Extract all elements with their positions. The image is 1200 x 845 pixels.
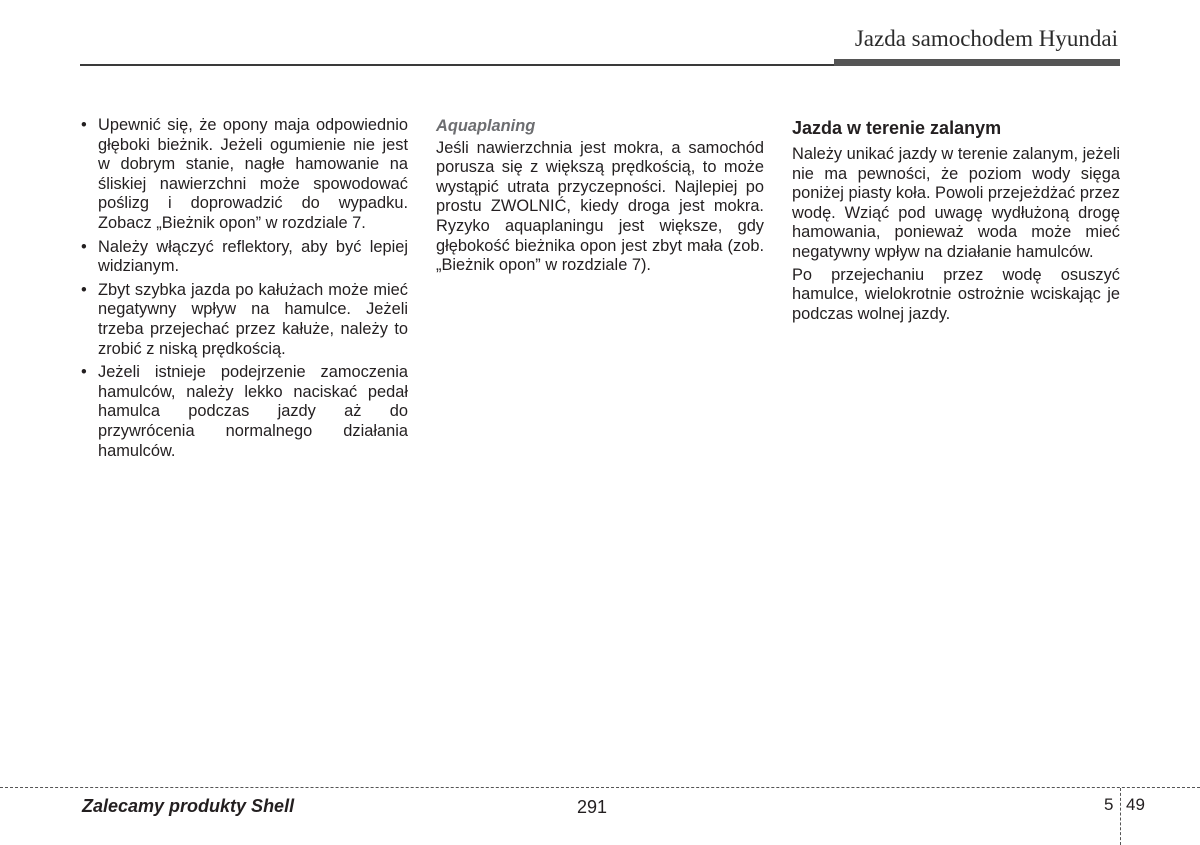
tips-bullet-list (78, 116, 408, 461)
list-item (78, 238, 408, 277)
running-header-title: Jazda samochodem Hyundai (854, 26, 1118, 51)
list-item (78, 116, 408, 234)
list-item-text: Upewnić się, że opony maja odpowiednio głęboki bieżnik. Jeżeli ogumienie nie jest w dobrym stanie, nagłe hamowanie na śliskiej nawierzchni może spowodować poślizg i doprowadzić do wypadku. Zobacz „Bieżnik opon” w rozdziale 7. (98, 116, 408, 232)
footer-divider (1120, 788, 1121, 845)
list-item-text: Zbyt szybka jazda po kałużach może mieć negatywny wpływ na hamulce. Jeżeli trzeba przejechać przez kałuże, należy to zrobić z niską prędkością. (98, 280, 408, 358)
aquaplaning-paragraph: Jeśli nawierzchnia jest mokra, a samochód porusza się z większą prędkością, to może wystąpić utrata przyczepności. Najlepiej po prostu ZWOLNIĆ, kiedy droga jest mokra. Ryzyko aquaplaningu jest większe, gdy głębokość bieżnika opon jest zbyt mała (zob. „Bieżnik opon” w rozdziale 7). (436, 138, 764, 275)
list-item-text: Jeżeli istnieje podejrzenie zamoczenia hamulców, należy lekko naciskać pedał hamulca podczas jazdy aż do przywrócenia normalnego działania hamulców. (98, 363, 408, 460)
header-accent-bar (834, 59, 1120, 66)
flooded-terrain-paragraph-2: Po przejechaniu przez wodę osuszyć hamulce, wielokrotnie ostrożnie wciskając je podczas wolnej jazdy. (792, 265, 1120, 323)
bullet-icon: • (81, 116, 87, 134)
column-left (78, 116, 408, 465)
flooded-terrain-paragraph: Należy unikać jazdy w terenie zalanym, jeżeli nie ma pewności, że poziom wody sięga poniżej piasty koła. Powoli przejeżdżać przez wodę. Wziąć pod uwagę wydłużoną drogę hamowania, ponieważ woda może mieć negatywny wpływ na działanie hamulców. (792, 145, 1120, 261)
column-middle (436, 116, 764, 276)
bullet-icon: • (81, 280, 87, 299)
list-item-text: Należy włączyć reflektory, aby być lepiej widzianym. (98, 237, 408, 276)
footer-rule (0, 787, 1200, 788)
column-right (792, 116, 1120, 324)
footer-section-number: 5 (1104, 795, 1114, 814)
list-item (78, 363, 408, 461)
flooded-terrain-heading: Jazda w terenie zalanym (792, 118, 1002, 138)
footer-sheet-number: 291 (577, 797, 608, 817)
list-item (78, 281, 408, 359)
footer-page-number: 49 (1126, 795, 1145, 814)
aquaplaning-heading: Aquaplaning (436, 117, 536, 135)
footer-slogan: Zalecamy produkty Shell (82, 796, 295, 816)
bullet-icon: • (81, 363, 87, 382)
bullet-icon: • (81, 237, 87, 256)
